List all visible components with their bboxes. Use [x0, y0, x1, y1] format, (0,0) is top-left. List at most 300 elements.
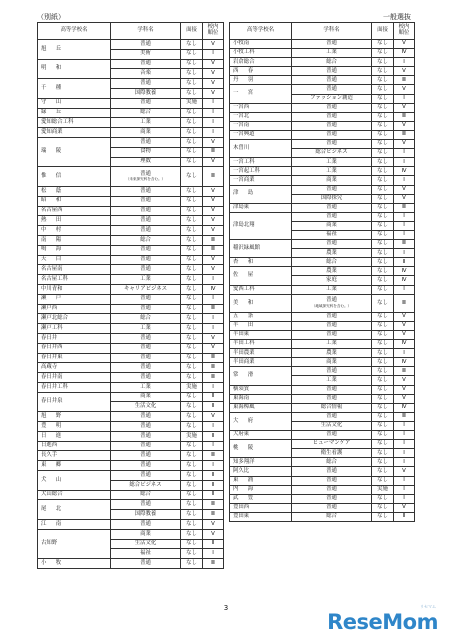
rank-value: Ⅱ	[394, 258, 415, 267]
course-name: 美術	[111, 49, 181, 59]
rank-value: I	[203, 461, 224, 471]
course-name: 総合	[292, 58, 372, 67]
interview-value: なし	[181, 255, 203, 265]
rank-value: Ⅲ	[394, 112, 415, 121]
school-name: 日進西	[38, 441, 111, 451]
school-name: 小牧南	[230, 40, 292, 49]
school-name: 高蔵寺	[38, 363, 111, 373]
page-number: 3	[223, 604, 229, 612]
interview-value: なし	[372, 149, 394, 158]
course-name: 商業	[111, 529, 181, 539]
interview-value: なし	[372, 240, 394, 249]
table-row	[230, 485, 415, 494]
rank-value: I	[394, 94, 415, 103]
school-name: 半田工科	[230, 340, 292, 349]
course-name: 工業	[292, 376, 372, 385]
course-name: 普通	[292, 485, 372, 494]
rank-value: V	[203, 255, 224, 265]
rank-value: Ⅲ	[203, 559, 224, 569]
col-header-course: 学科名	[292, 23, 372, 40]
rank-value: I	[203, 441, 224, 451]
table-row	[230, 431, 415, 440]
course-name: 国際教養	[111, 88, 181, 98]
course-name: 総合	[292, 258, 372, 267]
table-row	[38, 559, 224, 569]
rank-value: Ⅲ	[203, 510, 224, 520]
school-name: 瀬戸北総合	[38, 314, 111, 324]
rank-value: Ⅲ	[394, 203, 415, 212]
course-name: 工業	[292, 158, 372, 167]
school-name: 犬 山	[38, 471, 111, 491]
rank-value: I	[394, 494, 415, 503]
rank-value: Ⅲ	[394, 367, 415, 376]
table-row	[38, 40, 224, 50]
rank-value: Ⅳ	[203, 284, 224, 294]
course-name: 普通	[111, 98, 181, 108]
school-name: 東海樟風	[230, 403, 292, 412]
interview-value: なし	[372, 85, 394, 94]
col-header-interview: 面接	[181, 23, 203, 40]
school-name: 津島北翔	[230, 212, 292, 239]
course-name: 普通	[111, 471, 181, 481]
interview-value: なし	[372, 58, 394, 67]
interview-value: なし	[372, 49, 394, 58]
course-note: （地域探究科を含む。）	[311, 303, 352, 308]
rank-value: Ⅲ	[203, 451, 224, 461]
school-name: 千 種	[38, 79, 111, 99]
table-row	[230, 340, 415, 349]
school-name: 天 白	[38, 255, 111, 265]
school-name: 春日井工科	[38, 382, 111, 392]
table-row	[230, 503, 415, 512]
rank-value: Ⅱ	[203, 431, 224, 441]
rank-value: I	[394, 485, 415, 494]
interview-value: なし	[372, 76, 394, 85]
interview-value: なし	[372, 212, 394, 221]
rank-value: V	[394, 312, 415, 321]
interview-value: なし	[372, 194, 394, 203]
course-name: 普通	[111, 559, 181, 569]
rank-value: Ⅳ	[394, 340, 415, 349]
school-name: 小 牧	[38, 559, 111, 569]
rank-value: Ⅱ	[203, 392, 224, 402]
school-name: 東海南	[230, 394, 292, 403]
school-name: 一宮南	[230, 121, 292, 130]
table-row	[230, 76, 415, 85]
school-name: 西 春	[230, 67, 292, 76]
school-name: 知多翔洋	[230, 458, 292, 467]
rank-value: Ⅲ	[203, 363, 224, 373]
course-name: 普通	[111, 294, 181, 304]
course-name: 普通	[292, 203, 372, 212]
table-row	[38, 343, 224, 353]
school-name: 熱 田	[38, 216, 111, 226]
interview-value: なし	[181, 196, 203, 206]
school-name: 津 島	[230, 185, 292, 203]
rank-value: Ⅲ	[394, 294, 415, 312]
course-name: 普通	[292, 494, 372, 503]
rank-value: I	[394, 249, 415, 258]
table-row	[230, 267, 415, 276]
interview-value: なし	[372, 276, 394, 285]
table-row	[38, 284, 224, 294]
rank-value: V	[394, 121, 415, 130]
table-row	[230, 203, 415, 212]
course-name: 普通	[292, 212, 372, 221]
course-name: 音楽	[111, 69, 181, 79]
table-row	[230, 140, 415, 149]
interview-value: なし	[181, 373, 203, 383]
school-name: 尾 北	[38, 500, 111, 520]
rank-value: I	[394, 431, 415, 440]
table-row	[38, 441, 224, 451]
interview-value: なし	[372, 367, 394, 376]
rank-value: Ⅲ	[203, 245, 224, 255]
interview-value: なし	[181, 392, 203, 402]
rank-value: I	[394, 221, 415, 230]
school-name: 稲沢緑風館	[230, 240, 292, 258]
school-name: 美 和	[230, 294, 292, 312]
interview-value: なし	[181, 539, 203, 549]
rank-value: Ⅱ	[394, 512, 415, 521]
course-name: 工業	[292, 285, 372, 294]
course-name: 総合	[111, 314, 181, 324]
table-row	[230, 167, 415, 176]
rank-value: I	[203, 549, 224, 559]
course-name: 普通	[111, 451, 181, 461]
rank-value: V	[394, 331, 415, 340]
school-name: 杏 和	[230, 258, 292, 267]
rank-value: I	[203, 275, 224, 285]
table-row	[230, 458, 415, 467]
school-name: 惟 信	[38, 167, 111, 187]
interview-value: なし	[181, 226, 203, 236]
rank-value: I	[394, 212, 415, 221]
interview-value: なし	[181, 167, 203, 187]
table-row	[38, 79, 224, 89]
rank-value: V	[394, 503, 415, 512]
school-name: 木曽川	[230, 140, 292, 158]
interview-value: なし	[181, 480, 203, 490]
table-row	[38, 324, 224, 334]
rank-value: Ⅲ	[203, 373, 224, 383]
school-name: 津島東	[230, 203, 292, 212]
interview-value: なし	[181, 559, 203, 569]
school-name: 松 蔭	[38, 186, 111, 196]
table-row	[230, 440, 415, 449]
interview-value: なし	[181, 88, 203, 98]
rank-value: I	[394, 349, 415, 358]
interview-value: なし	[181, 294, 203, 304]
table-row	[38, 461, 224, 471]
rank-value: I	[203, 128, 224, 138]
interview-value: なし	[372, 103, 394, 112]
interview-value: なし	[372, 458, 394, 467]
table-row	[38, 216, 224, 226]
rank-value: V	[203, 40, 224, 50]
interview-value: なし	[181, 451, 203, 461]
table-row	[38, 471, 224, 481]
school-name: 南 陽	[38, 235, 111, 245]
rank-value: Ⅳ	[394, 167, 415, 176]
interview-value: なし	[372, 312, 394, 321]
rank-value: I	[394, 440, 415, 449]
table-row	[38, 500, 224, 510]
table-row	[38, 265, 224, 275]
course-name: 商業	[111, 392, 181, 402]
col-header-rank: 校内 順位	[394, 23, 415, 40]
school-name: 一宮北	[230, 112, 292, 121]
course-name: 普通	[111, 373, 181, 383]
rank-value: Ⅲ	[394, 412, 415, 421]
interview-value: なし	[372, 340, 394, 349]
table-row	[38, 382, 224, 392]
course-name: 家庭	[292, 276, 372, 285]
school-name: 豊 明	[38, 422, 111, 432]
course-name: 総合ビジネス	[292, 149, 372, 158]
table-row	[38, 314, 224, 324]
header-selection-type: 一般選抜	[383, 13, 411, 21]
interview-value: 実施	[181, 98, 203, 108]
interview-value: なし	[181, 314, 203, 324]
interview-value: なし	[181, 490, 203, 500]
interview-value: なし	[181, 343, 203, 353]
interview-value: なし	[372, 512, 394, 521]
table-row	[230, 130, 415, 139]
rank-value: V	[394, 385, 415, 394]
course-name: 普通	[292, 394, 372, 403]
table-row	[38, 206, 224, 216]
col-header-interview: 面接	[372, 23, 394, 40]
course-name: キャリアビジネス	[111, 284, 181, 294]
interview-value: なし	[181, 461, 203, 471]
table-row	[230, 258, 415, 267]
rank-value: V	[203, 88, 224, 98]
rank-value: I	[203, 118, 224, 128]
rank-value: V	[203, 59, 224, 69]
school-name: 阿久比	[230, 467, 292, 476]
table-row	[38, 255, 224, 265]
table-row	[230, 403, 415, 412]
rank-value: Ⅲ	[203, 147, 224, 157]
school-name: 丹 羽	[230, 76, 292, 85]
school-name: 春日井	[38, 333, 111, 343]
course-name: 普通	[292, 67, 372, 76]
school-name: 瀬 戸	[38, 294, 111, 304]
school-name: 愛西工科	[230, 285, 292, 294]
table-row	[230, 212, 415, 221]
interview-value: なし	[181, 128, 203, 138]
table-row	[38, 392, 224, 402]
table-row	[230, 294, 415, 312]
interview-value: なし	[181, 40, 203, 50]
interview-value: なし	[372, 140, 394, 149]
interview-value: なし	[372, 158, 394, 167]
table-row	[38, 451, 224, 461]
interview-value: なし	[372, 94, 394, 103]
school-name: 日 進	[38, 431, 111, 441]
school-name: 名古屋西	[38, 206, 111, 216]
rank-value: I	[203, 422, 224, 432]
interview-value: なし	[372, 385, 394, 394]
rank-value: V	[203, 343, 224, 353]
course-name: ヒューマンケア	[292, 440, 372, 449]
col-header-rank: 校内 順位	[203, 23, 224, 40]
interview-value: なし	[181, 235, 203, 245]
interview-value: なし	[372, 40, 394, 49]
table-row	[38, 186, 224, 196]
rank-value: V	[394, 185, 415, 194]
rank-value: V	[394, 321, 415, 330]
course-name: 衛生看護	[292, 449, 372, 458]
course-name: 普通	[111, 412, 181, 422]
school-name: 旭 丘	[38, 40, 111, 60]
school-name: 桃 陵	[230, 440, 292, 458]
rank-value: V	[203, 137, 224, 147]
course-name: 工業	[111, 324, 181, 334]
table-row	[38, 108, 224, 118]
course-name: 普通	[292, 312, 372, 321]
interview-value: なし	[372, 112, 394, 121]
table-row	[230, 394, 415, 403]
course-name: 食物	[111, 147, 181, 157]
course-name: 総合情報	[292, 403, 372, 412]
school-name: 守 山	[38, 98, 111, 108]
table-row	[230, 85, 415, 94]
interview-value: なし	[372, 412, 394, 421]
course-name: 普通	[292, 103, 372, 112]
table-row	[38, 98, 224, 108]
interview-value: なし	[372, 203, 394, 212]
course-name: 総合ビジネス	[111, 480, 181, 490]
interview-value: なし	[181, 529, 203, 539]
table-row	[38, 59, 224, 69]
header-annex-label: （別紙）	[37, 13, 65, 21]
rank-value: Ⅲ	[394, 240, 415, 249]
course-name: 総合	[111, 108, 181, 118]
rank-value: I	[394, 58, 415, 67]
interview-value: なし	[372, 421, 394, 430]
rank-value: V	[203, 226, 224, 236]
rank-value: V	[203, 520, 224, 530]
course-name: 普通	[292, 385, 372, 394]
school-name: 愛知商業	[38, 128, 111, 138]
school-name: 東 郷	[38, 461, 111, 471]
course-name: 普通	[292, 321, 372, 330]
table-row	[38, 490, 224, 500]
table-row	[38, 353, 224, 363]
interview-value: なし	[181, 245, 203, 255]
interview-value: なし	[372, 176, 394, 185]
table-row	[230, 49, 415, 58]
table-row	[38, 304, 224, 314]
course-name: 総合	[111, 235, 181, 245]
resemom-logo	[327, 604, 438, 634]
course-name: 総合	[292, 512, 372, 521]
rank-value: I	[203, 314, 224, 324]
rank-value: V	[394, 140, 415, 149]
rank-value: V	[394, 67, 415, 76]
course-name: 普通	[111, 79, 181, 89]
course-name: 農業	[292, 267, 372, 276]
course-name: 普通	[111, 431, 181, 441]
table-row	[38, 412, 224, 422]
rank-value: I	[394, 158, 415, 167]
col-header-course: 学科名	[111, 23, 181, 40]
col-header-school: 高等学校名	[38, 23, 111, 40]
table-row	[38, 422, 224, 432]
table-row	[230, 331, 415, 340]
interview-value: なし	[372, 403, 394, 412]
rank-value: Ⅲ	[394, 76, 415, 85]
interview-value: なし	[181, 216, 203, 226]
table-row	[38, 520, 224, 530]
rank-value: V	[203, 69, 224, 79]
school-table-right	[229, 22, 415, 522]
rank-value: Ⅱ	[203, 490, 224, 500]
course-name: 商業	[292, 176, 372, 185]
rank-value: I	[203, 324, 224, 334]
school-name: 佐 屋	[230, 267, 292, 285]
course-name: 普通	[111, 137, 181, 147]
rank-value: I	[203, 98, 224, 108]
rank-value: V	[203, 186, 224, 196]
course-name: 普通	[111, 196, 181, 206]
course-label: 普通	[326, 297, 337, 304]
table-row	[230, 494, 415, 503]
table-row	[230, 103, 415, 112]
course-name: 福祉	[292, 230, 372, 239]
course-name: 普通	[111, 40, 181, 50]
interview-value: なし	[181, 304, 203, 314]
school-name: 一宮起工科	[230, 167, 292, 176]
school-name: 春日井東	[38, 353, 111, 363]
interview-value: なし	[181, 520, 203, 530]
course-name	[292, 294, 372, 312]
interview-value: なし	[181, 422, 203, 432]
course-name: 普通	[111, 59, 181, 69]
rank-value: V	[394, 40, 415, 49]
interview-value: なし	[181, 402, 203, 412]
course-name: 工業	[292, 49, 372, 58]
rank-value: I	[394, 149, 415, 158]
school-name: 旭 野	[38, 412, 111, 422]
rank-value: V	[203, 412, 224, 422]
course-name: 普通	[292, 367, 372, 376]
table-row	[38, 137, 224, 147]
rank-value: I	[203, 294, 224, 304]
table-row	[38, 373, 224, 383]
school-name: 犬山総合	[38, 490, 111, 500]
interview-value: なし	[181, 275, 203, 285]
rank-value: I	[394, 476, 415, 485]
school-name: 半田農業	[230, 349, 292, 358]
school-name: 古知野	[38, 529, 111, 558]
table-row	[38, 128, 224, 138]
rank-value: V	[203, 216, 224, 226]
rank-value: V	[203, 265, 224, 275]
rank-value: I	[203, 108, 224, 118]
interview-value: なし	[181, 206, 203, 216]
interview-value: なし	[181, 549, 203, 559]
table-row	[230, 58, 415, 67]
school-name: 名古屋工科	[38, 275, 111, 285]
rank-value: I	[394, 449, 415, 458]
interview-value: なし	[372, 285, 394, 294]
school-name: 江 南	[38, 520, 111, 530]
interview-value: なし	[372, 221, 394, 230]
course-name: 農業	[292, 349, 372, 358]
